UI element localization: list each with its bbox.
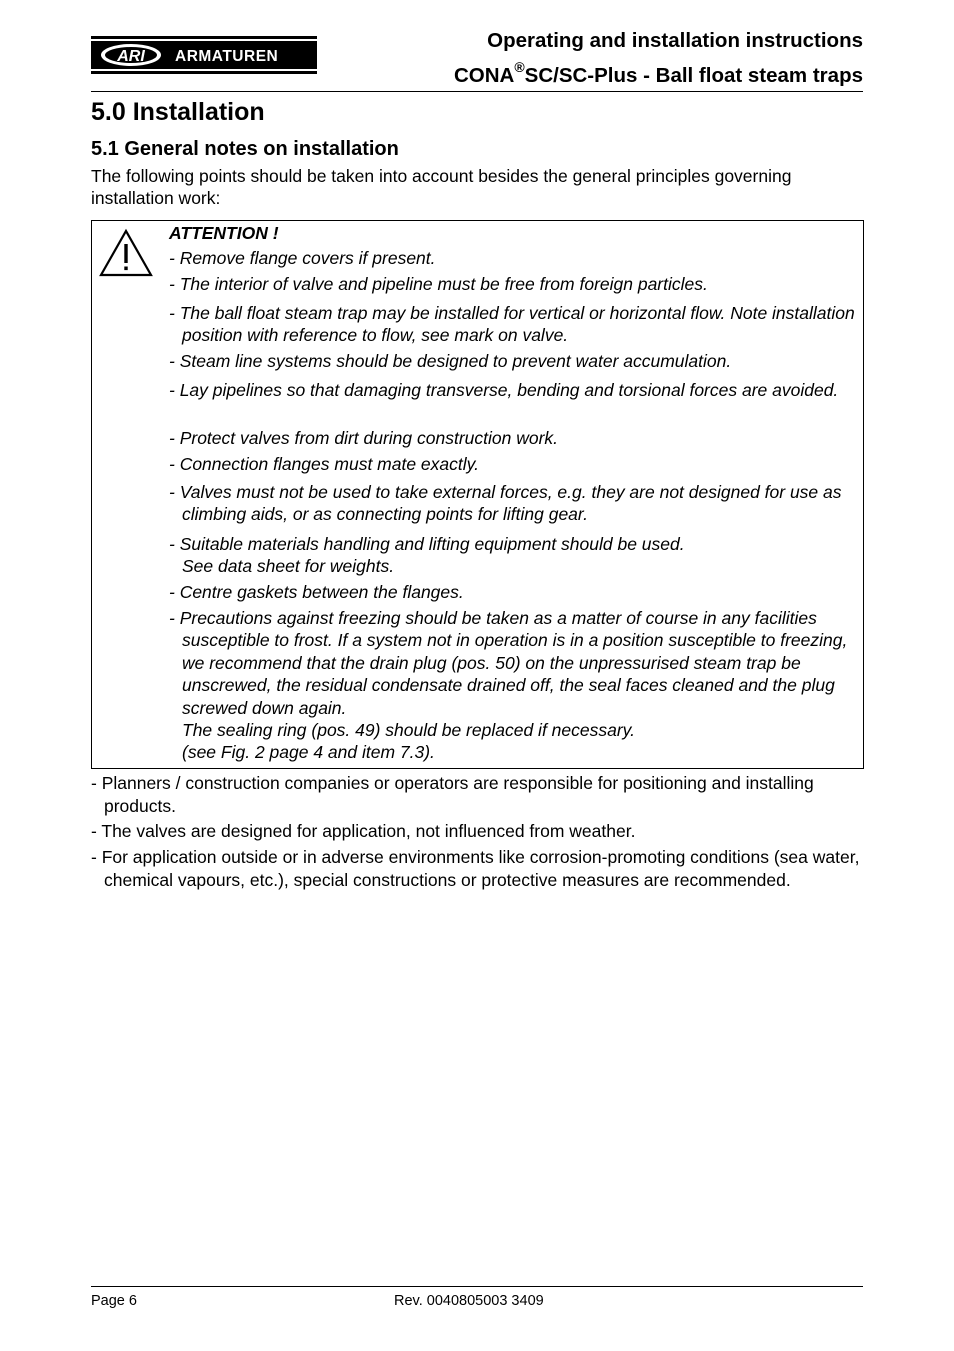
attention-item: - Steam line systems should be designed to prevent water accumulation. <box>169 351 732 371</box>
intro-paragraph: The following points should be taken into account besides the general principles governing installation work: <box>91 166 792 208</box>
title-line-1: Operating and installation instructions <box>487 29 863 52</box>
registered-mark: ® <box>514 59 525 75</box>
document-title <box>454 26 863 90</box>
note-item: - For application outside or in adverse environments like corrosion-promoting conditions (sea water, chemical vapours, etc.), special constructions or protective measures are recommended. <box>91 847 860 890</box>
attention-item: - Precautions against freezing should be taken as a matter of course in any facilities susceptible to frost. If a system not in operation is in a position susceptible to freezing, we recommend that the drain plug (pos. 50) on the unpressurised steam trap be unscrewed, the residual condensate drained off, the seal faces cleaned and the plug screwed down again. The sealing ring (pos. 49) should be replaced if necessary. (see Fig. 2 page 4 and item 7.3). <box>169 608 848 763</box>
subsection-heading: 5.1 General notes on installation <box>91 138 399 160</box>
attention-item: - The ball float steam trap may be installed for vertical or horizontal flow. Note installation position with reference to flow, see mark on valve. <box>169 303 855 346</box>
revision-number: Rev. 0040805003 3409 <box>394 1293 544 1309</box>
attention-item: - Suitable materials handling and lifting equipment should be used. See data sheet for weights. <box>169 534 685 577</box>
note-item: - Planners / construction companies or operators are responsible for positioning and installing products. <box>91 773 814 816</box>
svg-text:ARI: ARI <box>117 48 145 65</box>
attention-item: - Centre gaskets between the flanges. <box>169 582 464 602</box>
note-item: - The valves are designed for application, not influenced from weather. <box>91 821 636 841</box>
attention-item: - The interior of valve and pipeline must be free from foreign particles. <box>169 274 708 294</box>
header-divider <box>91 91 863 92</box>
attention-box <box>91 220 864 769</box>
attention-item: - Valves must not be used to take external forces, e.g. they are not designed for use as climbing aids, or as connecting points for lifting gear. <box>169 482 842 525</box>
page-header <box>91 24 863 90</box>
attention-title: ATTENTION ! <box>169 223 279 243</box>
page-number: Page 6 <box>91 1293 137 1309</box>
attention-item: - Lay pipelines so that damaging transverse, bending and torsional forces are avoided. <box>169 380 839 400</box>
section-heading: 5.0 Installation <box>91 98 265 126</box>
attention-item: - Remove flange covers if present. <box>169 248 436 268</box>
footer-divider <box>91 1286 863 1287</box>
title-line-2: CONA®SC/SC-Plus - Ball float steam traps <box>453 59 863 87</box>
attention-item: - Connection flanges must mate exactly. <box>169 454 479 474</box>
warning-triangle-icon <box>98 228 154 278</box>
svg-text:ARMATUREN: ARMATUREN <box>175 48 279 65</box>
attention-item: - Protect valves from dirt during construction work. <box>169 428 559 448</box>
ari-armaturen-logo <box>91 36 317 74</box>
